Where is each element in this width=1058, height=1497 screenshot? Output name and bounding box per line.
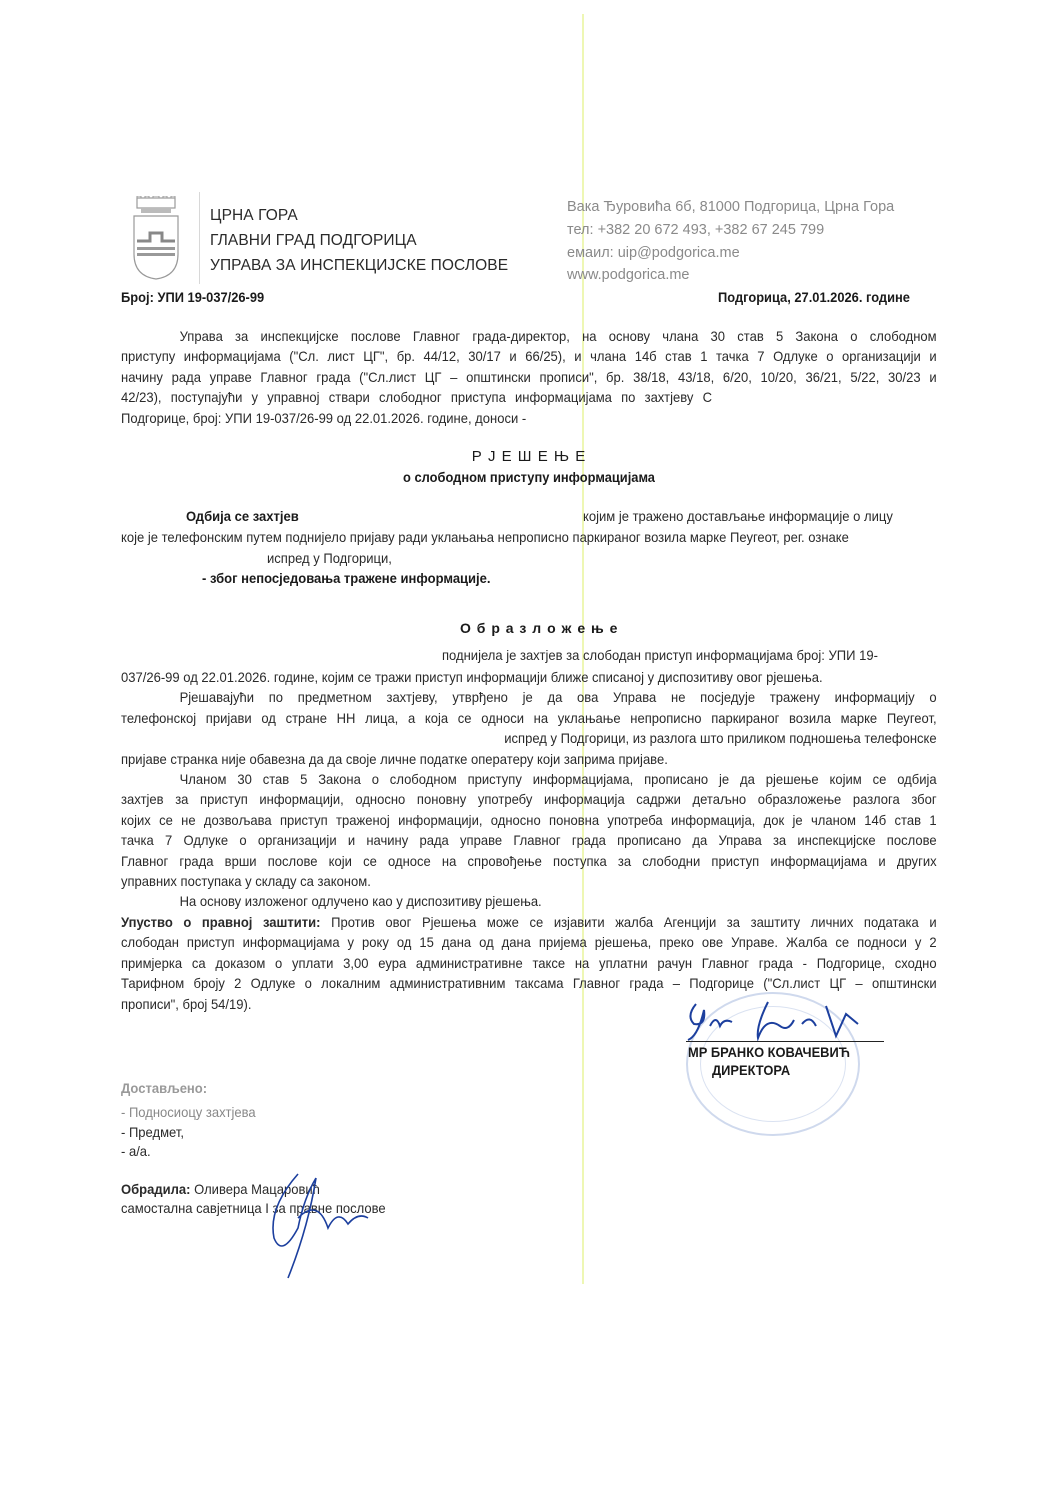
- intro-line: начину рада управе Главног града ("Сл.лист ЦГ – општински прописи", бр. 38/18, 43/18, 6/20, 10/20, 36/21, 5/22, 30/23 и: [121, 368, 937, 385]
- legal-remedy-line: примјерка са доказом о уплати 3,00 еура административне таксе на уплатни рачун Главног града - Подгорице, сходно: [121, 954, 937, 971]
- intro-line: 42/23), поступајући у управној ствари слободног приступа информацијама по захтјеву С: [121, 389, 713, 406]
- legal-remedy-line: прописи", број 54/19).: [121, 995, 252, 1012]
- contact-phone: тел: +382 20 672 493, +382 67 245 799: [567, 222, 825, 238]
- decision-title: Р Ј Е Ш Е Њ Е: [471, 448, 587, 465]
- reasoning-line: тачка 7 Одлуке о организацији и начину рада управе Главног града прописано да Управа за инспекцијске послове: [121, 832, 937, 849]
- prepared-by-position: самостална савјетница I за правне послове: [121, 1200, 386, 1216]
- rejects-label: Одбија се захтјев: [186, 508, 299, 524]
- legal-remedy-line: слободан приступ информацијама у року од 15 дана од дана пријема рјешења, преко ове Управе. Жалба се подноси у 2: [121, 934, 937, 951]
- reasoning-line: Чланом 30 став 5 Закона о слободном приступу информацијама, прописано је да рјешење којим се одбија: [179, 771, 937, 788]
- intro-line: приступу информацијама ("Сл. лист ЦГ", бр. 44/12, 30/17 и 66/25), и члана 14б став 1 тачка 7 Одлуке о организацији и: [121, 348, 937, 365]
- reasoning-line: поднијела је захтјев за слободан приступ информацијама број: УПИ 19-: [442, 647, 878, 663]
- delivered-item: - Предмет,: [121, 1124, 185, 1140]
- decision-line2: које је телефонским путем поднијело пријаву ради уклањања непрописно паркираног возила марке Пеугеот, рег. ознаке: [121, 529, 849, 545]
- delivered-label: Достављено:: [121, 1080, 208, 1096]
- signature-line: [686, 1041, 884, 1042]
- reasoning-line: 037/26-99 од 22.01.2026. године, којим се тражи приступ информацији ближе списаној у диспозитиву овог рјешења.: [121, 669, 823, 685]
- header-divider: [199, 192, 200, 284]
- reasoning-title: О б р а з л о ж е њ е: [460, 620, 619, 636]
- decision-reason: - због непосједовања тражене информације.: [202, 570, 491, 586]
- delivered-item: - а/а.: [121, 1143, 151, 1159]
- legal-remedy-line: Против овог Рјешења може се изјавити жалба Агенцији за заштиту личних података и: [331, 914, 937, 930]
- director-name: МР БРАНКО КОВАЧЕВИЋ: [688, 1044, 851, 1060]
- prepared-by-name: Оливера Мацаровић: [194, 1181, 320, 1197]
- reasoning-paragraph: [121, 667, 937, 912]
- legal-remedy-label: Упуство о правној заштити:: [121, 914, 321, 930]
- place-date: Подгорица, 27.01.2026. године: [718, 289, 910, 305]
- reasoning-line: пријаве странка није обавезна да да своје личне податке оператеру који заприма пријаве.: [121, 750, 668, 767]
- reasoning-line: испред у Подгорици, из разлога што приликом подношења телефонске: [504, 730, 937, 747]
- intro-line: Подгорице, број: УПИ 19-037/26-99 од 22.01.2026. године, доноси -: [121, 409, 527, 426]
- contact-website[interactable]: www.podgorica.me: [567, 267, 690, 283]
- decision-subtitle: о слободном приступу информацијама: [403, 469, 655, 485]
- prepared-by-label: Обрадила:: [121, 1181, 191, 1197]
- reasoning-line: управних поступака у складу са законом.: [121, 873, 371, 890]
- org-country: ЦРНА ГОРА: [210, 207, 298, 224]
- delivered-item: - Подносиоцу захтјева: [121, 1104, 256, 1120]
- handwritten-signature-icon: [258, 1168, 378, 1288]
- reasoning-line: телефонској пријави од стране НН лица, а која се односи на уклањање непрописно паркираног возила марке Пеугеот,: [121, 709, 937, 726]
- org-city: ГЛАВНИ ГРАД ПОДГОРИЦА: [210, 232, 417, 249]
- reasoning-line: захтјев за приступ информацији, односно поновну употребу информација садржи детаљно образложење разлога због: [121, 791, 937, 808]
- org-department: УПРАВА ЗА ИНСПЕКЦИЈСКЕ ПОСЛОВЕ: [210, 257, 509, 274]
- reasoning-line: Главног града врши послове који се односе на спровођење поступка за слободни приступ информацијама и других: [121, 852, 937, 869]
- decision-line3: испред у Подгорици,: [267, 550, 392, 566]
- coat-of-arms-icon: [131, 196, 181, 280]
- reasoning-line: Рјешавајући по предметном захтјеву, утврђено је да ова Управа не посједује тражену информацију о: [179, 689, 937, 706]
- intro-line: Управа за инспекцијске послове Главног града-директор, на основу члана 30 став 5 Закона о слободном: [179, 328, 937, 344]
- legal-remedy-first-line: [121, 912, 937, 932]
- reasoning-line: којих се не дозвољава приступ траженој информацији, односно поновна употреба информација, док је чланом 14б став 1: [121, 811, 937, 828]
- reasoning-line: На основу изложеног одлучено као у диспозитиву рјешења.: [179, 893, 542, 910]
- contact-address: Вака Ђуровића 6б, 81000 Подгорица, Црна Гора: [567, 199, 895, 215]
- contact-email[interactable]: емаил: uip@podgorica.me: [567, 245, 740, 261]
- handwritten-signature-icon: [676, 996, 876, 1046]
- reference-number: Број: УПИ 19-037/26-99: [121, 289, 265, 305]
- legal-remedy-line: Тарифном броју 2 Одлуке о локалним административним таксама Главног града – Подгорице ("Сл.лист ЦГ – општински: [121, 975, 937, 992]
- intro-paragraph: [121, 326, 937, 428]
- decision-line1-tail: којим је тражено достављање информације о лицу: [583, 508, 893, 524]
- director-title: ДИРЕКТОРА: [712, 1062, 791, 1078]
